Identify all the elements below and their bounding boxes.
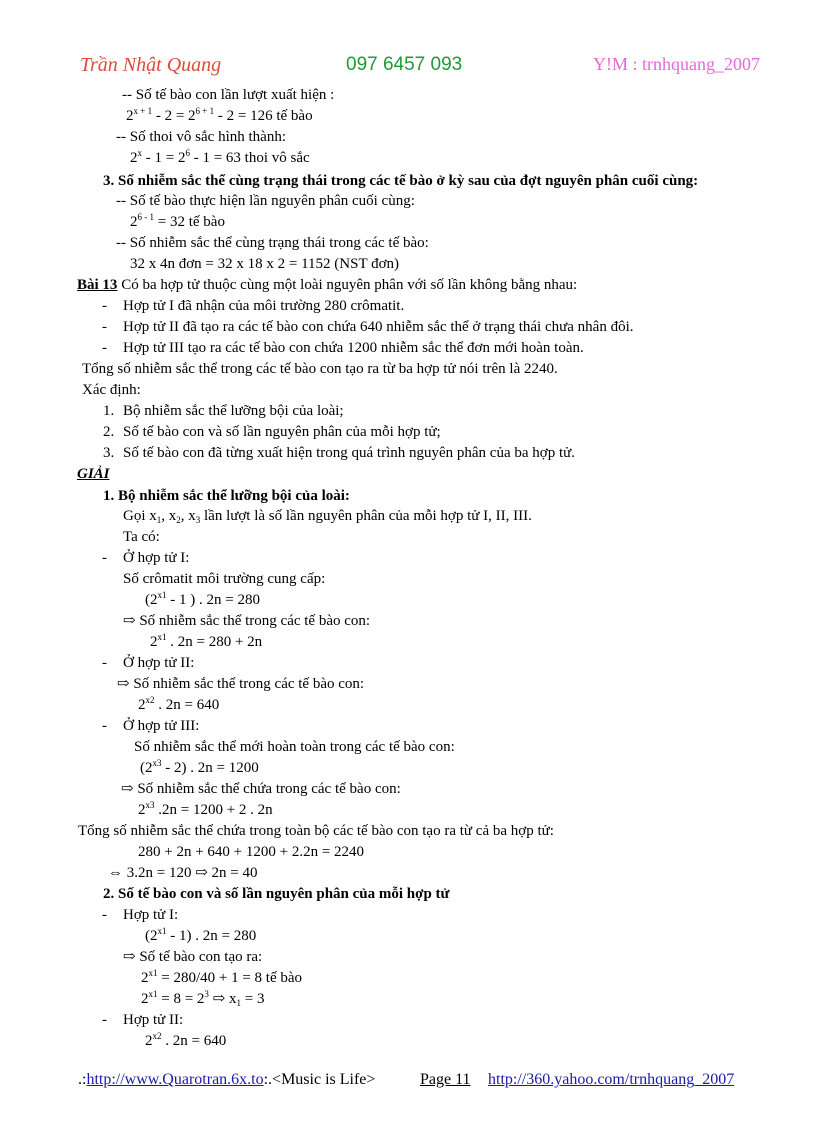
text-line: Ở hợp tử I:	[123, 550, 190, 566]
text-line: Xác định:	[82, 382, 141, 398]
text-line: Ở hợp tử III:	[123, 718, 200, 734]
text-line: ⇨ Số nhiễm sắc thể trong các tế bào con:	[123, 613, 371, 629]
text-line: ⇨ Số nhiễm sắc thể trong các tế bào con:	[117, 676, 365, 692]
equation: $(2^{x3} - 2)$ . 2n = 1200	[140, 758, 259, 776]
text-line: Hợp tử I:	[123, 907, 179, 923]
header-phone: 097 6457 093	[346, 54, 463, 75]
text-line: -- Số tế bào con lần lượt xuất hiện :	[122, 87, 335, 103]
equation: $(2^{x1} - 1)$ . 2n = 280	[145, 926, 257, 944]
section-heading: 2. Số tế bào con và số lần nguyên phân của mỗi hợp tử	[103, 886, 450, 902]
equation: $2^{x1}$ . 2n = 280 + 2n	[150, 632, 263, 650]
equation: $2^{x2}$ . 2n = 640	[145, 1031, 227, 1049]
list-item: -	[102, 655, 107, 671]
page-number: Page 11	[420, 1071, 471, 1088]
solution-heading: GIẢI	[77, 466, 110, 482]
text-line: Ta có:	[123, 529, 160, 545]
text-line: Số nhiễm sắc thể mới hoàn toàn trong các tế bào con:	[134, 739, 455, 755]
question: Số tế bào con đã từng xuất hiện trong quá trình nguyên phân của ba hợp tử.	[123, 445, 576, 461]
list-item: -	[102, 319, 107, 335]
equation: $2^x - 1 = 2^6 - 1 = 63$ thoi vô sắc	[130, 148, 310, 166]
section-heading: 3. Số nhiễm sắc thể cùng trạng thái trong các tế bào ở kỳ sau của đợt nguyên phân cuối cùng:	[103, 173, 699, 189]
equation: $2^{x3}$ .2n = 1200 + 2 . 2n	[138, 800, 273, 818]
list-item: -	[102, 718, 107, 734]
equation: ⇔ 3.2n = 120 ⇨ 2n = 40	[108, 865, 258, 881]
text-line: -- Số thoi vô sắc hình thành:	[116, 129, 286, 145]
equation: $2^{6 - 1} = 32$ tế bào	[130, 212, 225, 230]
list-item: Hợp tử I đã nhận của môi trường 280 crômatit.	[123, 298, 405, 314]
text-line: -- Số tế bào thực hiện lần nguyên phân cuối cùng:	[116, 193, 415, 209]
list-item: -	[102, 340, 107, 356]
list-item: -	[102, 550, 107, 566]
equation: $2^{x1} = 8 = 2^3$ ⇨ $x_1 = 3$	[141, 989, 265, 1008]
question: 3.	[103, 445, 115, 461]
list-item: -	[102, 298, 107, 314]
header-author: Trần Nhật Quang	[80, 54, 222, 76]
equation: $2^{x2}$ . 2n = 640	[138, 695, 220, 713]
equation: 280 + 2n + 640 + 1200 + 2.2n = 2240	[138, 844, 365, 860]
equation: ($2^{x1} - 1$ ) . 2n = 280	[145, 590, 260, 608]
list-item: -	[102, 907, 107, 923]
list-item: Hợp tử II đã tạo ra các tế bào con chứa 640 nhiễm sắc thể ở trạng thái chưa nhân đôi.	[123, 319, 634, 335]
text-line: Số crômatit môi trường cung cấp:	[123, 571, 326, 587]
footer-link-yahoo[interactable]: http://360.yahoo.com/trnhquang_2007	[488, 1071, 735, 1088]
question: 2.	[103, 424, 115, 440]
text-line: ⇨ Số nhiễm sắc thể chứa trong các tế bào con:	[121, 781, 401, 797]
equation: 32 x 4n đơn = 32 x 18 x 2 = 1152 (NST đơn)	[130, 256, 400, 272]
question: Số tế bào con và số lần nguyên phân của mỗi hợp tử;	[123, 424, 441, 440]
equation: $2^{x1} = 280/40 + 1 = 8$ tế bào	[141, 968, 303, 986]
exercise-intro: Bài 13 Có ba hợp tử thuộc cùng một loài nguyên phân với số lần không bằng nhau:	[77, 277, 578, 293]
text-line: Ở hợp tử II:	[123, 655, 195, 671]
text-line: ⇨ Số tế bào con tạo ra:	[123, 949, 263, 965]
text-line: Hợp tử II:	[123, 1012, 184, 1028]
list-item: -	[102, 1012, 107, 1028]
header-yim: Y!M : trnhquang_2007	[593, 54, 760, 74]
section-heading: 1. Bộ nhiễm sắc thể lưỡng bội của loài:	[103, 488, 350, 504]
text-line: Gọi $x_1$, $x_2$, $x_3$ lần lượt là số lần nguyên phân của mỗi hợp tử I, II, III.	[123, 508, 532, 525]
exercise-label: Bài 13	[77, 277, 118, 293]
question: Bộ nhiễm sắc thể lưỡng bội của loài;	[123, 403, 344, 419]
text-line: -- Số nhiễm sắc thể cùng trạng thái trong các tế bào:	[116, 235, 429, 251]
footer-left: .:http://www.Quarotran.6x.to:.<Music is Life>	[78, 1071, 376, 1088]
text-line: Tổng số nhiễm sắc thể trong các tế bào con tạo ra từ ba hợp tử nói trên là 2240.	[82, 361, 558, 377]
footer-link-site[interactable]: http://www.Quarotran.6x.to	[86, 1071, 264, 1088]
text-line: Tổng số nhiễm sắc thể chứa trong toàn bộ các tế bào con tạo ra từ cả ba hợp tử:	[78, 823, 554, 839]
equation: $2^{x + 1} - 2 = 2^{6 + 1} - 2 = 126$ tế bào	[126, 106, 313, 124]
question: 1.	[103, 403, 115, 419]
list-item: Hợp tử III tạo ra các tế bào con chứa 1200 nhiễm sắc thể đơn mới hoàn toàn.	[123, 340, 584, 356]
